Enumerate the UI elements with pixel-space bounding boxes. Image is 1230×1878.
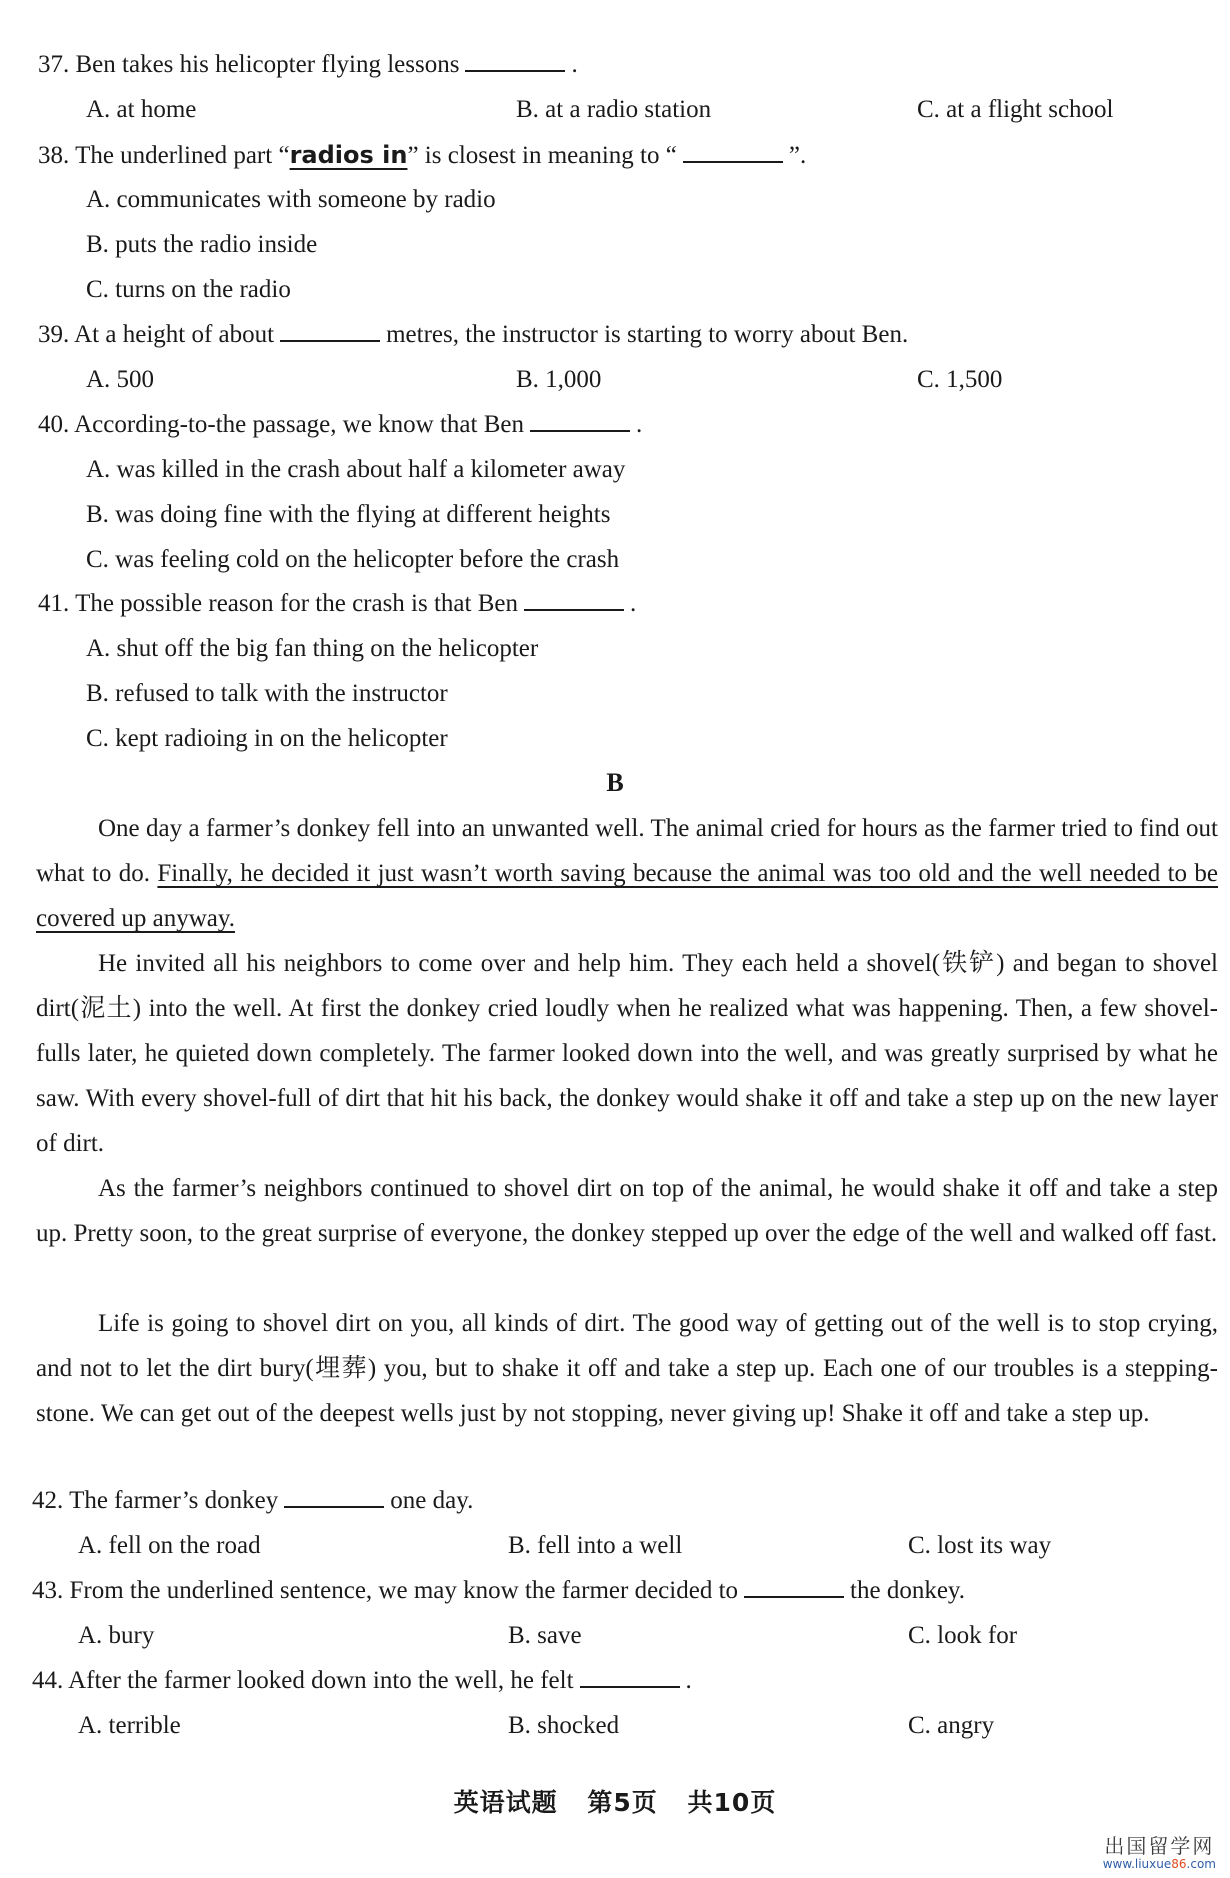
question-number: 40.: [38, 411, 70, 438]
question-stem: The underlined part “: [75, 142, 290, 169]
question-38: 38. The underlined part “radios in” is closest in meaning to “ ”.: [38, 141, 807, 169]
passage-paragraph-2: He invited all his neighbors to come over and help him. They each held a shovel(铁铲) and began to shovel dirt(泥土) into the well. At first the donkey cried loudly when he realized what was happening. Then, a few shovel-fulls later, he quieted down completely. The farmer looked down into the well, and was greatly surprised by what he saw. With every shovel-full of dirt that hit his back, the donkey would shake it off and take a step up on the new layer of dirt.: [36, 950, 1218, 1157]
option-c: C. kept radioing in on the helicopter: [86, 725, 448, 752]
passage-paragraph-1: One day a farmer’s donkey fell into an unwanted well. The animal cried for hours as the farmer tried to find out what to do. Finally, he decided it just wasn’t worth saving because the animal was too old and the well needed to be covered up anyway.: [36, 815, 1218, 932]
answer-blank: [465, 50, 565, 72]
option-c: C. angry: [908, 1712, 995, 1739]
question-39: 39. At a height of about metres, the instructor is starting to worry about Ben.: [38, 321, 909, 348]
section-title: B: [606, 768, 624, 797]
question-stem: From the underlined sentence, we may know the farmer decided to: [69, 1577, 739, 1604]
answer-blank: [280, 320, 380, 342]
answer-blank: [530, 410, 630, 432]
question-37: 37. Ben takes his helicopter flying lessons .: [38, 51, 578, 78]
site-watermark: [1103, 1835, 1216, 1871]
question-44: 44. After the farmer looked down into the well, he felt .: [32, 1667, 692, 1694]
option-a: A. bury: [78, 1622, 155, 1649]
option-b: B. 1,000: [516, 366, 602, 393]
answer-blank: [284, 1486, 384, 1508]
option-c: C. turns on the radio: [86, 276, 291, 303]
question-stem: The possible reason for the crash is that Ben: [75, 590, 518, 617]
question-40: 40. According-to-the passage, we know that Ben .: [38, 411, 643, 438]
question-number: 41.: [38, 590, 70, 617]
watermark-url: www.liuxue86.com: [1102, 1857, 1216, 1871]
answer-blank: [683, 141, 783, 163]
option-a: A. terrible: [78, 1712, 181, 1739]
question-43: 43. From the underlined sentence, we may know the farmer decided to the donkey.: [32, 1577, 966, 1604]
option-b: B. shocked: [508, 1712, 620, 1739]
option-c: C. lost its way: [908, 1532, 1052, 1559]
option-a: A. shut off the big fan thing on the helicopter: [86, 635, 539, 662]
option-b: B. puts the radio inside: [86, 231, 318, 258]
option-b: B. at a radio station: [516, 96, 712, 123]
option-a: A. fell on the road: [78, 1532, 261, 1559]
question-number: 43.: [32, 1577, 64, 1604]
question-stem: After the farmer looked down into the well, he felt: [68, 1667, 574, 1694]
question-42: 42. The farmer’s donkey one day.: [32, 1487, 474, 1514]
question-number: 42.: [32, 1487, 64, 1514]
question-number: 39.: [38, 321, 70, 348]
footer-total-pages: 共10页: [687, 1788, 777, 1817]
passage-paragraph-4: Life is going to shovel dirt on you, all kinds of dirt. The good way of getting out of the well is to stop crying, and not to let the dirt bury(埋葬) you, but to shake it off and take a step up. Each one of our troubles is a stepping-stone. We can get out of the deepest wells just by not stopping, never giving up! Shake it off and take a step up.: [36, 1310, 1218, 1427]
footer-subject: 英语试题: [453, 1788, 558, 1817]
option-a: A. at home: [86, 96, 197, 123]
question-number: 38.: [38, 142, 70, 169]
question-stem: According-to-the passage, we know that Ben: [74, 411, 524, 438]
question-number: 37.: [38, 51, 70, 78]
question-stem: The farmer’s donkey: [69, 1487, 279, 1514]
question-number: 44.: [32, 1667, 64, 1694]
underlined-sentence: Finally, he decided it just wasn’t worth saving because the animal was too old and the well needed to be covered up anyway.: [36, 860, 1218, 932]
watermark-site-name: 出国留学网: [1104, 1834, 1215, 1858]
answer-blank: [524, 589, 624, 611]
option-a: A. 500: [86, 366, 155, 393]
answer-blank: [580, 1666, 680, 1688]
option-a: A. was killed in the crash about half a kilometer away: [86, 456, 626, 483]
underlined-phrase: radios in: [289, 141, 408, 169]
page-footer: [0, 1783, 1230, 1819]
option-b: B. was doing fine with the flying at different heights: [86, 501, 611, 528]
option-a: A. communicates with someone by radio: [86, 186, 496, 213]
question-stem: Ben takes his helicopter flying lessons: [75, 51, 460, 78]
option-c: C. 1,500: [917, 366, 1003, 393]
option-b: B. fell into a well: [508, 1532, 683, 1559]
question-41: 41. The possible reason for the crash is that Ben .: [38, 590, 637, 617]
passage-paragraph-3: As the farmer’s neighbors continued to shovel dirt on top of the animal, he would shake it off and take a step up. Pretty soon, to the great surprise of everyone, the donkey stepped up over the edge of the well and walked off fast.: [36, 1175, 1218, 1247]
answer-blank: [744, 1576, 844, 1598]
option-c: C. look for: [908, 1622, 1018, 1649]
option-c: C. at a flight school: [917, 96, 1114, 123]
question-stem: At a height of about: [74, 321, 275, 348]
option-b: B. refused to talk with the instructor: [86, 680, 448, 707]
option-b: B. save: [508, 1622, 582, 1649]
footer-page-number: 第5页: [587, 1788, 658, 1817]
option-c: C. was feeling cold on the helicopter before the crash: [86, 546, 620, 573]
